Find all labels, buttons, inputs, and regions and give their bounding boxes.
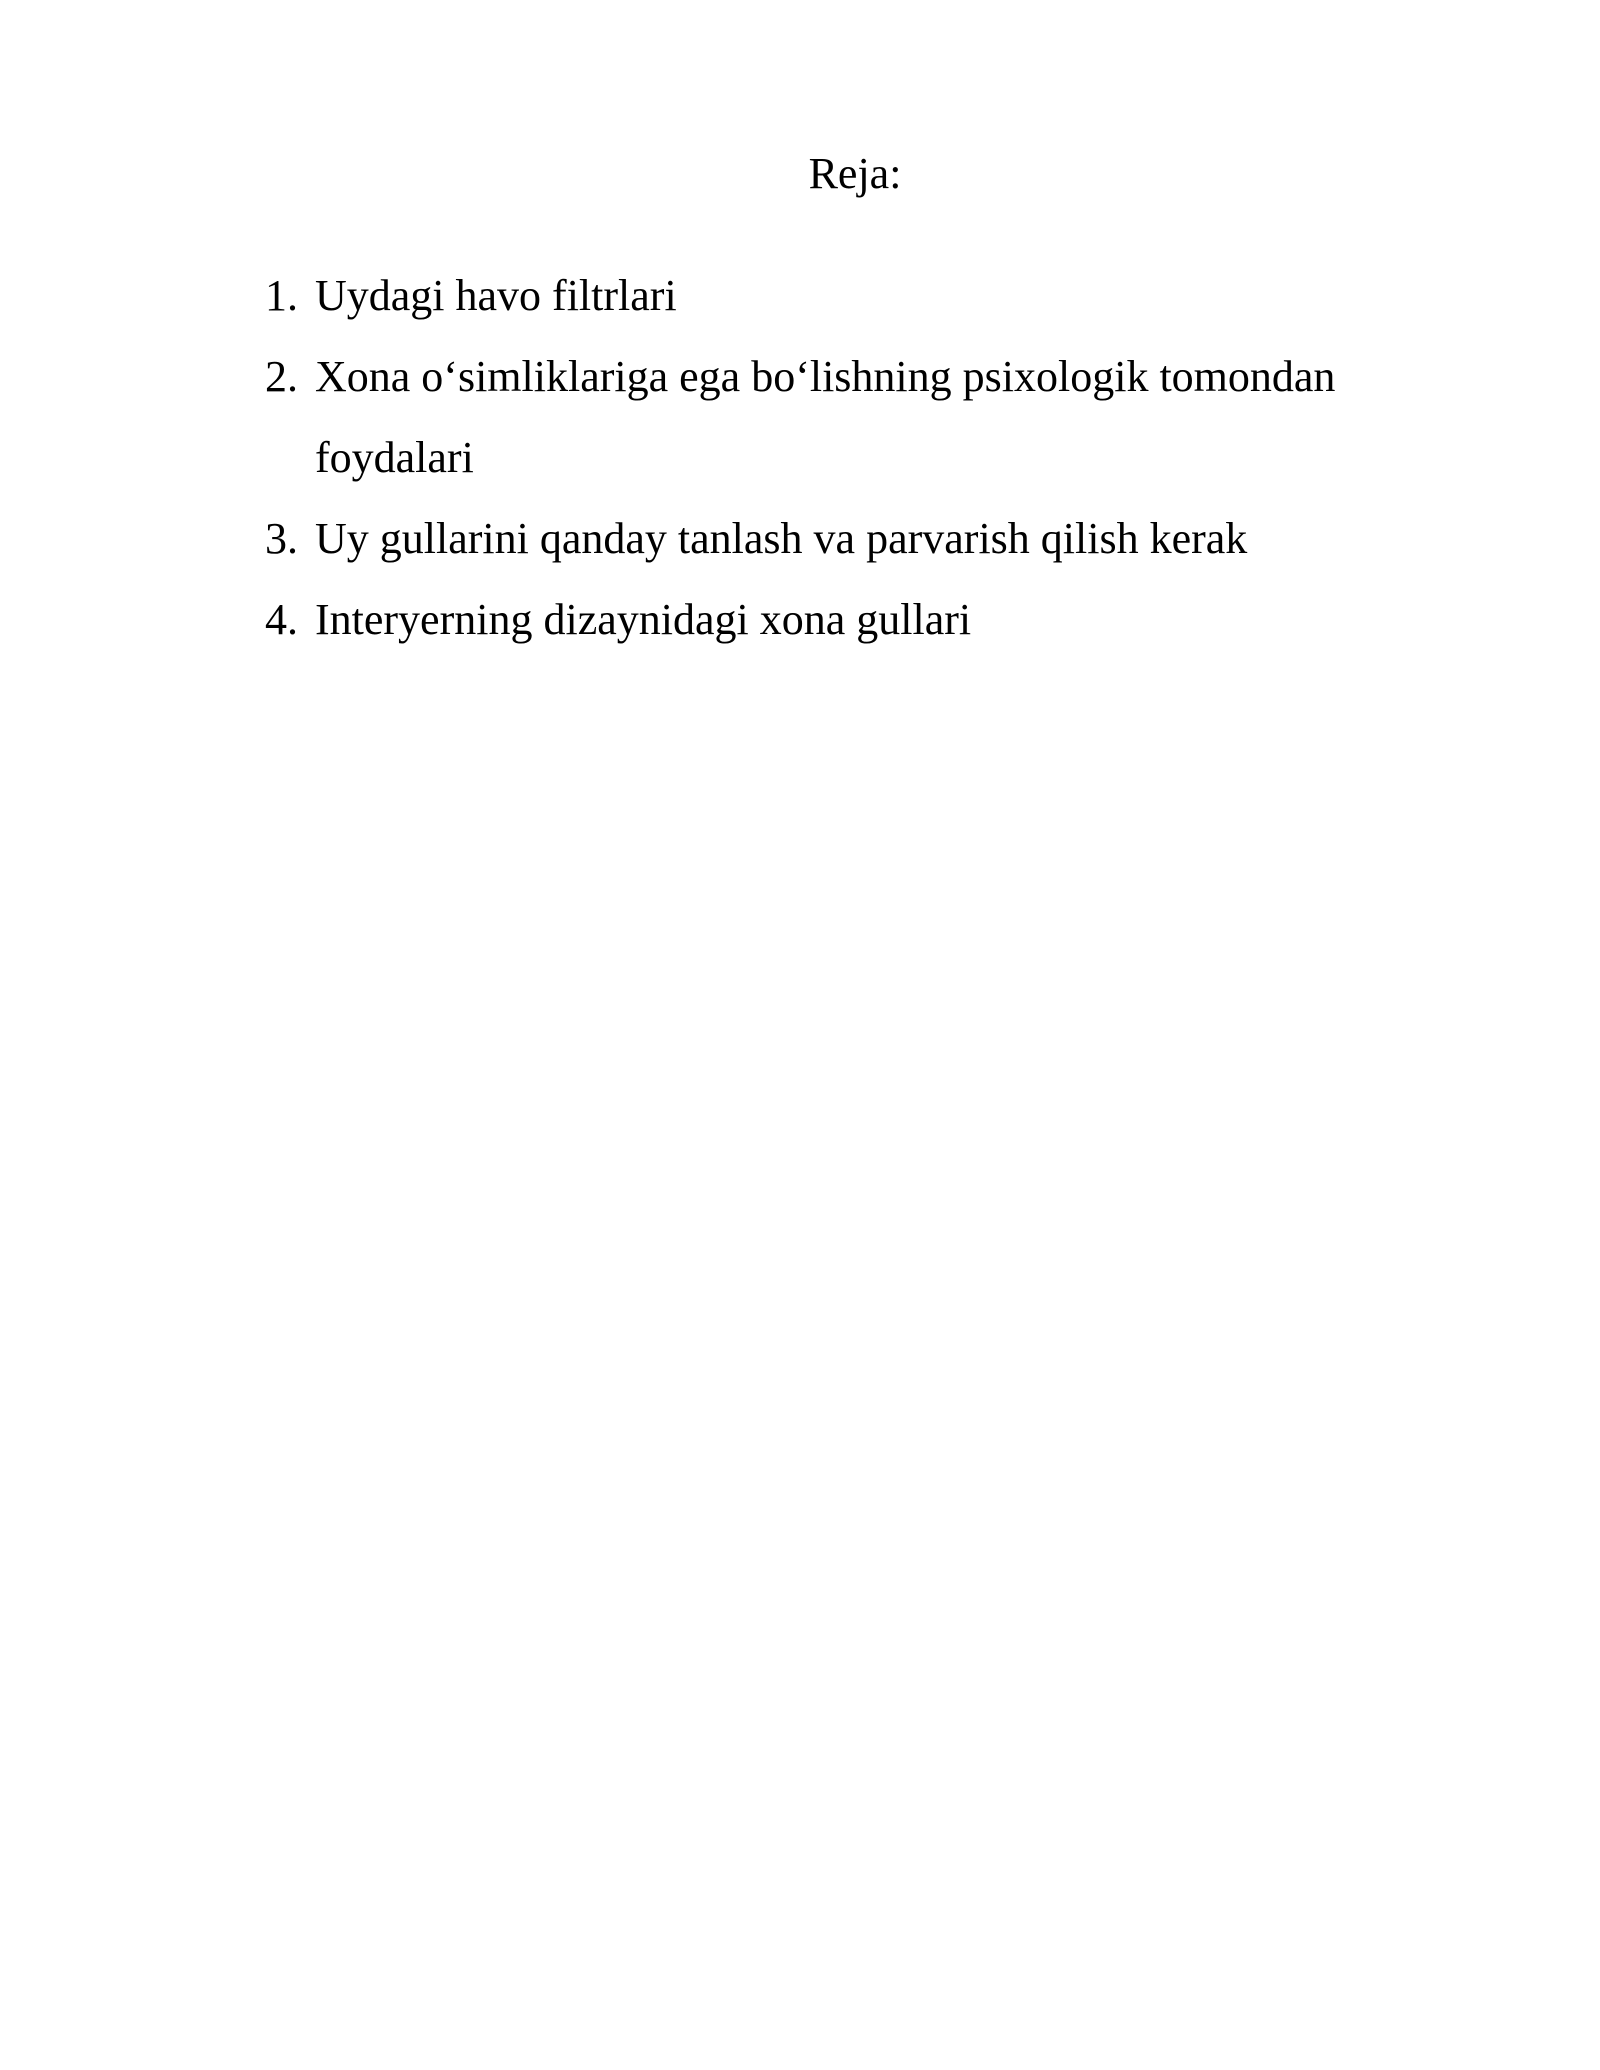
list-item-text: Uy gullarini qanday tanlash va parvarish qilish kerak: [315, 514, 1248, 563]
list-item-number: 1.: [265, 271, 298, 320]
plan-list: [265, 255, 1445, 660]
list-item: [265, 255, 1445, 336]
list-item-number: 2.: [265, 352, 298, 401]
list-item: [265, 579, 1445, 660]
list-item-number: 4.: [265, 595, 298, 644]
list-item-text: Uydagi havo filtrlari: [315, 271, 677, 320]
list-item-text: Interyerning dizaynidagi xona gullari: [315, 595, 972, 644]
list-item: [265, 498, 1445, 579]
page-title: Reja:: [808, 149, 902, 198]
list-item-number: 3.: [265, 514, 298, 563]
list-item-text: Xona o‘simliklariga ega bo‘lishning psixologik tomondan foydalari: [315, 352, 1336, 482]
list-item: [265, 336, 1445, 498]
